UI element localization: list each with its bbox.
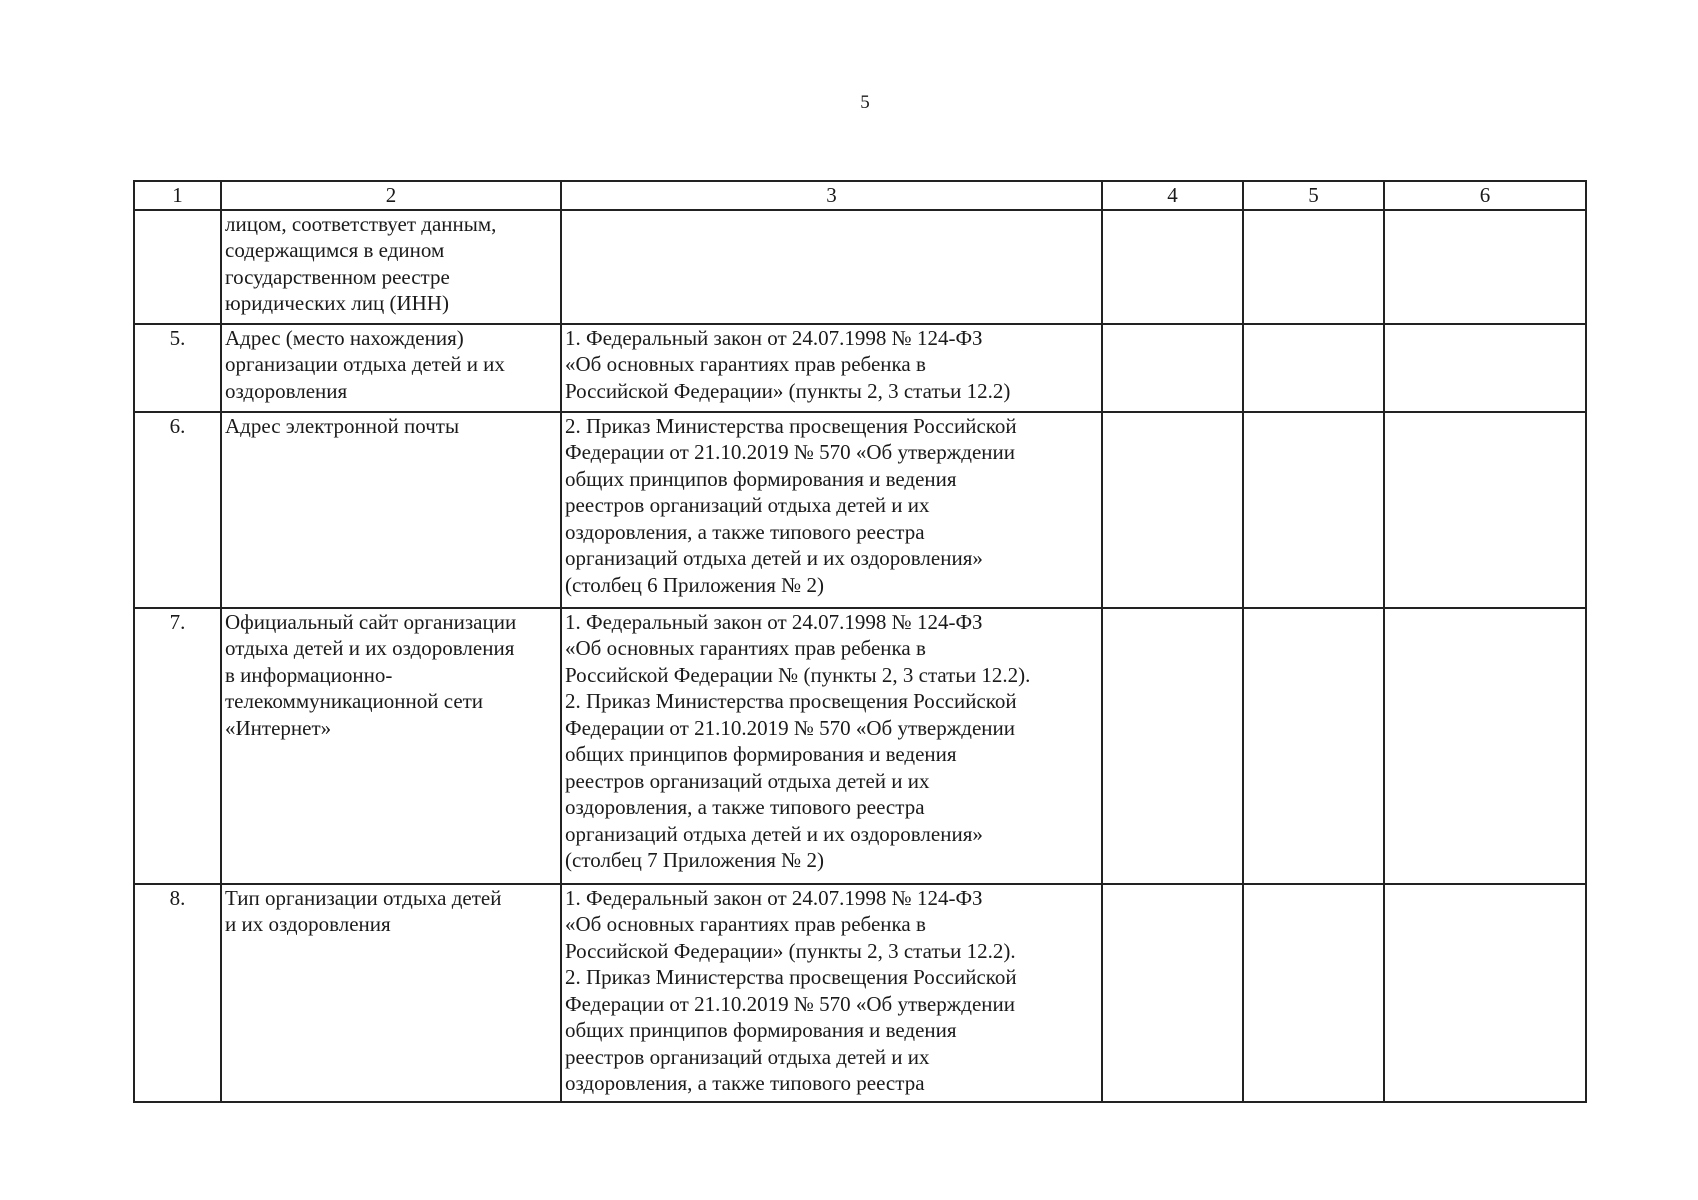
row-number-cell [134, 884, 221, 1102]
legal-basis-line: Федерации от 21.10.2019 № 570 «Об утверждении [565, 715, 1015, 740]
item-name-line: Тип организации отдыха детей [225, 885, 502, 910]
legal-basis-line: 1. Федеральный закон от 24.07.1998 № 124-ФЗ [565, 609, 983, 634]
legal-basis-line: оздоровления, а также типового реестра [565, 795, 925, 819]
column-6-cell [1384, 210, 1586, 324]
table-row [134, 210, 1586, 324]
column-6-cell [1384, 324, 1586, 412]
legal-basis-line: оздоровления, а также типового реестра [565, 1071, 925, 1095]
legal-basis-line: общих принципов формирования и ведения [565, 742, 957, 766]
item-name-line: юридических лиц (ИНН) [225, 291, 449, 315]
column-5-cell [1243, 324, 1384, 412]
legal-basis-line: организаций отдыха детей и их оздоровления» [565, 821, 983, 846]
column-5-cell [1243, 884, 1384, 1102]
row-number-cell [134, 608, 221, 884]
column-5-cell [1243, 412, 1384, 608]
legal-basis-line: оздоровления, а также типового реестра [565, 519, 925, 544]
item-name-cell [221, 884, 561, 1102]
table-row [134, 608, 1586, 884]
legal-basis-line: реестров организаций отдыха детей и их [565, 768, 930, 793]
item-name-line: отдыха детей и их оздоровления [225, 636, 515, 660]
legal-basis-line: «Об основных гарантиях прав ребенка в [565, 352, 926, 376]
legal-basis-line: общих принципов формирования и ведения [565, 1018, 957, 1042]
row-number-cell [134, 210, 221, 324]
header-col-4: 4 [1102, 181, 1243, 210]
item-name-line: Официальный сайт организации [225, 609, 517, 634]
legal-basis-cell [561, 324, 1102, 412]
header-row [134, 181, 1586, 210]
header-col-5: 5 [1243, 181, 1384, 210]
column-4-cell [1102, 608, 1243, 884]
legal-basis-line: организаций отдыха детей и их оздоровления» [565, 546, 983, 570]
legal-basis-line: «Об основных гарантиях прав ребенка в [565, 912, 926, 936]
row-number: 8. [169, 885, 186, 910]
legal-basis-line: 2. Приказ Министерства просвещения Российской [565, 965, 1017, 989]
header-col-6: 6 [1384, 181, 1586, 210]
column-6-cell [1384, 608, 1586, 884]
page-number: 5 [860, 92, 870, 113]
row-number: 7. [169, 609, 186, 634]
item-name-line: и их оздоровления [225, 912, 391, 936]
item-name-line: оздоровления [225, 378, 348, 403]
header-col-1: 1 [134, 181, 221, 210]
item-name-line: телекоммуникационной сети [225, 689, 484, 713]
legal-basis-line: Федерации от 21.10.2019 № 570 «Об утверждении [565, 440, 1015, 464]
column-4-cell [1102, 412, 1243, 608]
item-name-line: Адрес (место нахождения) [225, 325, 464, 350]
requirements-table [133, 180, 1587, 1103]
table-row [134, 884, 1586, 1102]
legal-basis-line: 2. Приказ Министерства просвещения Российской [565, 689, 1017, 713]
legal-basis-cell [561, 210, 1102, 324]
column-4-cell [1102, 884, 1243, 1102]
item-name-cell [221, 608, 561, 884]
item-name-cell [221, 412, 561, 608]
item-name-line: Адрес электронной почты [225, 413, 460, 438]
row-number: 5. [169, 325, 186, 350]
legal-basis-cell [561, 608, 1102, 884]
row-number-cell [134, 324, 221, 412]
column-5-cell [1243, 608, 1384, 884]
legal-basis-line: (столбец 7 Приложения № 2) [565, 848, 824, 872]
legal-basis-cell [561, 412, 1102, 608]
legal-basis-line: реестров организаций отдыха детей и их [565, 493, 930, 517]
item-name-line: «Интернет» [225, 715, 332, 740]
legal-basis-line: (столбец 6 Приложения № 2) [565, 572, 824, 597]
legal-basis-line: 1. Федеральный закон от 24.07.1998 № 124-ФЗ [565, 325, 983, 350]
table-row [134, 324, 1586, 412]
table-row [134, 412, 1586, 608]
legal-basis-line: 1. Федеральный закон от 24.07.1998 № 124-ФЗ [565, 885, 983, 910]
item-name-line: содержащимся в едином [225, 238, 445, 262]
column-5-cell [1243, 210, 1384, 324]
legal-basis-line: Российской Федерации» (пункты 2, 3 статьи 12.2). [565, 938, 1016, 963]
column-4-cell [1102, 210, 1243, 324]
table-body [134, 210, 1586, 1102]
item-name-line: государственном реестре [225, 264, 450, 289]
header-col-3: 3 [561, 181, 1102, 210]
item-name-line: лицом, соответствует данным, [225, 211, 497, 236]
legal-basis-line: 2. Приказ Министерства просвещения Российской [565, 413, 1017, 438]
item-name-line: организации отдыха детей и их [225, 352, 505, 376]
item-name-line: в информационно- [225, 662, 393, 687]
legal-basis-line: Российской Федерации» (пункты 2, 3 статьи 12.2) [565, 378, 1011, 403]
legal-basis-line: реестров организаций отдыха детей и их [565, 1044, 930, 1069]
item-name-cell [221, 324, 561, 412]
legal-basis-line: общих принципов формирования и ведения [565, 466, 957, 491]
legal-basis-line: Российской Федерации № (пункты 2, 3 статьи 12.2). [565, 662, 1031, 687]
column-6-cell [1384, 884, 1586, 1102]
legal-basis-line: «Об основных гарантиях прав ребенка в [565, 636, 926, 660]
legal-basis-cell [561, 884, 1102, 1102]
item-name-cell [221, 210, 561, 324]
header-col-2: 2 [221, 181, 561, 210]
column-4-cell [1102, 324, 1243, 412]
row-number-cell [134, 412, 221, 608]
row-number: 6. [169, 413, 186, 438]
column-6-cell [1384, 412, 1586, 608]
legal-basis-line: Федерации от 21.10.2019 № 570 «Об утверждении [565, 991, 1015, 1016]
